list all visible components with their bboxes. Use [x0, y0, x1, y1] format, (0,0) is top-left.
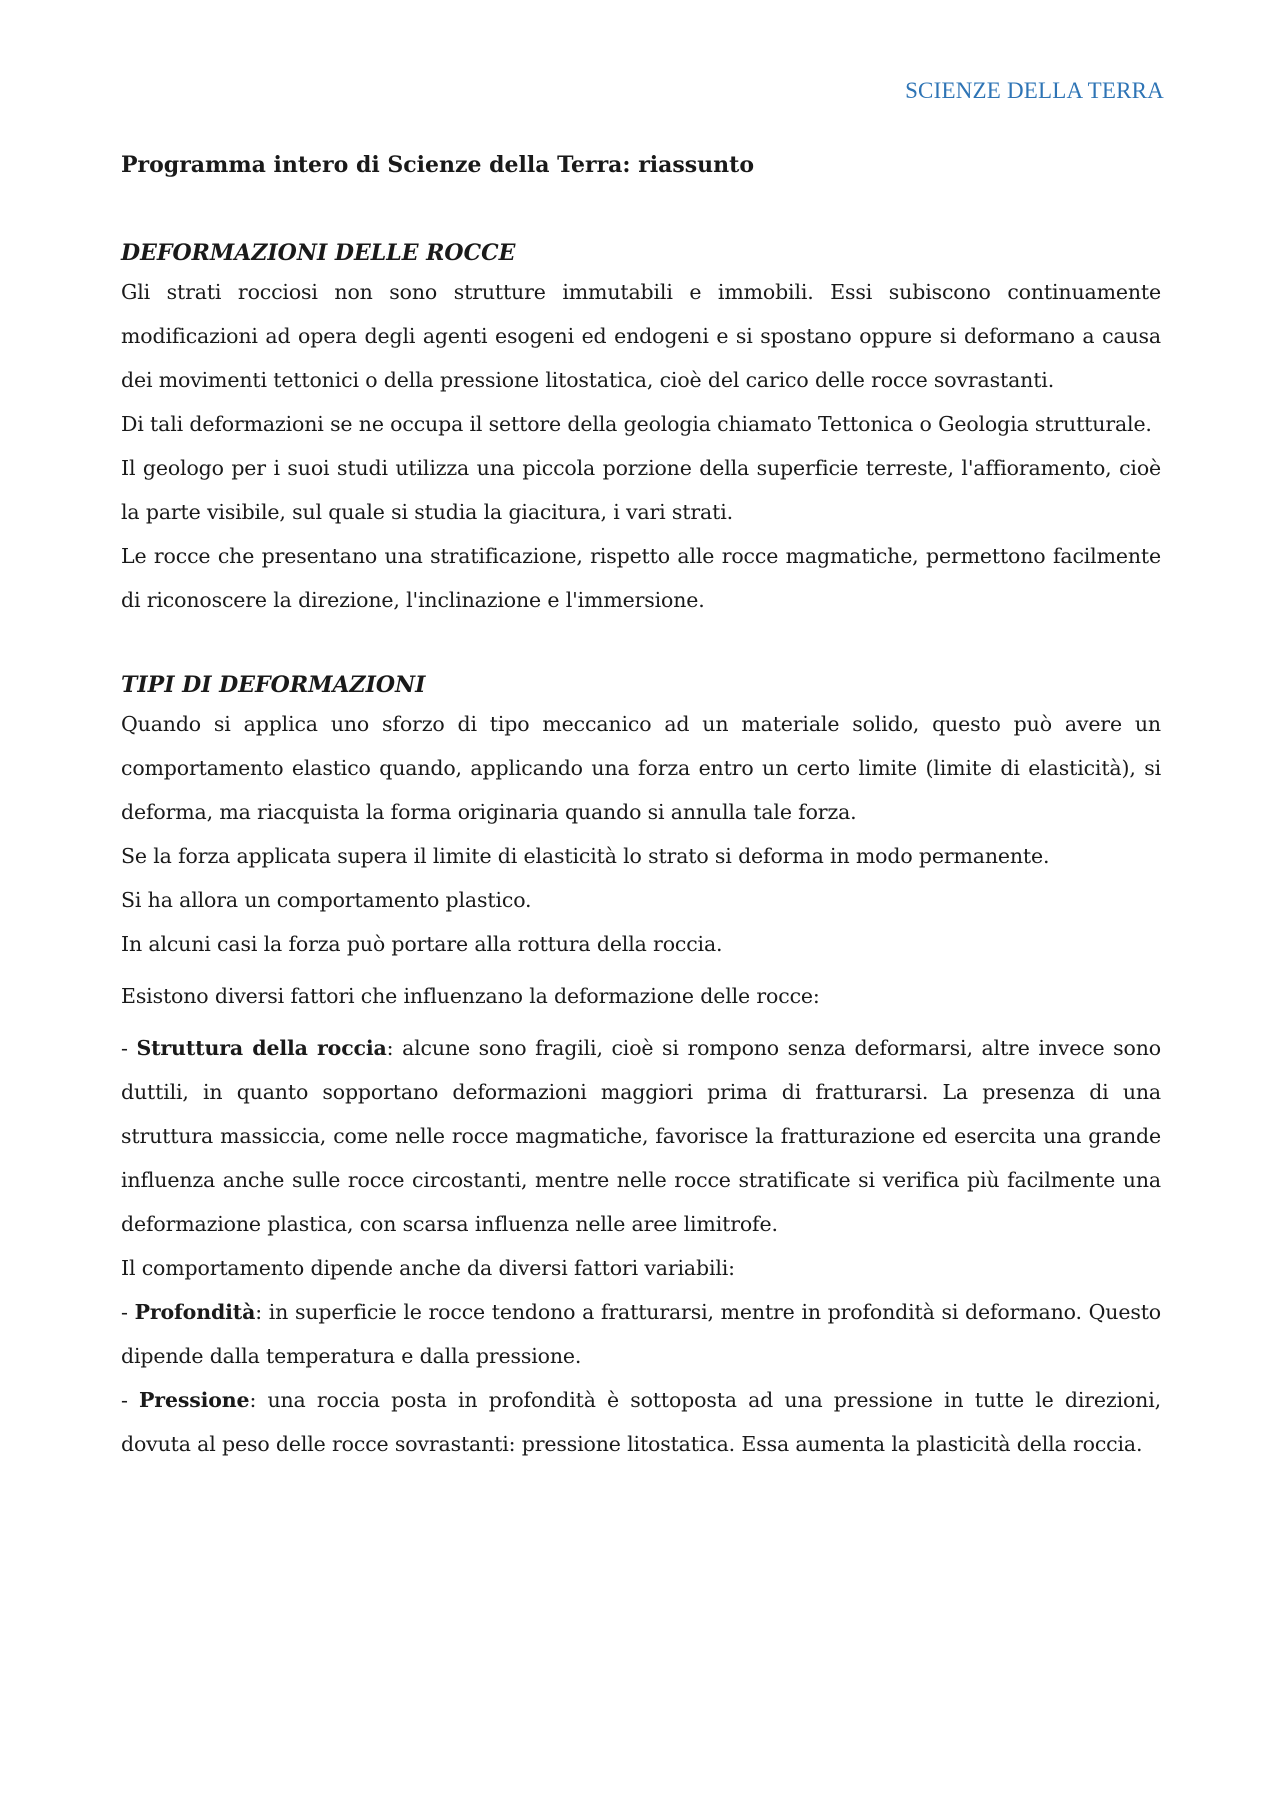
list-item-term: Struttura della roccia — [136, 1036, 387, 1060]
paragraph: Quando si applica uno sforzo di tipo meccanico ad un materiale solido, questo può avere un comportamento elastico quando, applicando una forza entro un certo limite (limite di elasticità), si deforma, ma riacquista la forma originaria quando si annulla tale forza. — [121, 712, 1161, 824]
paragraph: Si ha allora un comportamento plastico. — [121, 888, 532, 912]
list-bullet: - — [121, 1300, 135, 1324]
document-body — [121, 236, 1161, 1466]
paragraph: Esistono diversi fattori che influenzano la deformazione delle rocce: — [121, 984, 820, 1008]
list-item-term: Pressione — [139, 1388, 250, 1412]
paragraph: Gli strati rocciosi non sono strutture immutabili e immobili. Essi subiscono continuamente modificazioni ad opera degli agenti esogeni ed endogeni e si spostano oppure si deformano a causa dei movimenti tettonici o della pressione litostatica, cioè del carico delle rocce sovrastanti. — [121, 280, 1161, 392]
running-header: SCIENZE DELLA TERRA — [905, 78, 1164, 103]
paragraph: In alcuni casi la forza può portare alla rottura della roccia. — [121, 932, 723, 956]
section-heading-tipi: TIPI DI DEFORMAZIONI — [121, 672, 426, 698]
paragraph: Di tali deformazioni se ne occupa il settore della geologia chiamato Tettonica o Geologia strutturale. — [121, 412, 1152, 436]
document-title: Programma intero di Scienze della Terra: riassunto — [121, 152, 754, 178]
list-item-text: : in superficie le rocce tendono a fratturarsi, mentre in profondità si deformano. Questo dipende dalla temperatura e dalla pressione. — [121, 1300, 1161, 1368]
list-bullet: - — [121, 1036, 137, 1060]
paragraph: Il geologo per i suoi studi utilizza una piccola porzione della superficie terreste, l'affioramento, cioè la parte visibile, sul quale si studia la giacitura, i vari strati. — [121, 456, 1161, 524]
paragraph: Se la forza applicata supera il limite di elasticità lo strato si deforma in modo permanente. — [121, 844, 1050, 868]
list-item-pressione — [121, 1378, 1161, 1466]
section-spacer — [121, 622, 1161, 668]
paragraph: Le rocce che presentano una stratificazione, rispetto alle rocce magmatiche, permettono facilmente di riconoscere la direzione, l'inclinazione e l'immersione. — [121, 544, 1161, 612]
list-item-struttura — [121, 1026, 1161, 1246]
section-heading-deformazioni: DEFORMAZIONI DELLE ROCCE — [121, 240, 516, 266]
list-bullet: - — [121, 1388, 140, 1412]
list-item-text: : alcune sono fragili, cioè si rompono senza deformarsi, altre invece sono duttili, in quanto sopportano deformazioni maggiori prima di fratturarsi. La presenza di una struttura massiccia, come nelle rocce magmatiche, favorisce la fratturazione ed esercita una grande influenza anche sulle rocce circostanti, mentre nelle rocce stratificate si verifica più facilmente una deformazione plastica, con scarsa influenza nelle aree limitrofe. — [121, 1036, 1161, 1236]
list-item-profondita — [121, 1290, 1161, 1378]
list-item-text: : una roccia posta in profondità è sottoposta ad una pressione in tutte le direzioni, dovuta al peso delle rocce sovrastanti: pressione litostatica. Essa aumenta la plasticità della roccia. — [121, 1388, 1161, 1456]
paragraph: Il comportamento dipende anche da diversi fattori variabili: — [121, 1256, 735, 1280]
list-item-term: Profondità — [134, 1300, 256, 1324]
